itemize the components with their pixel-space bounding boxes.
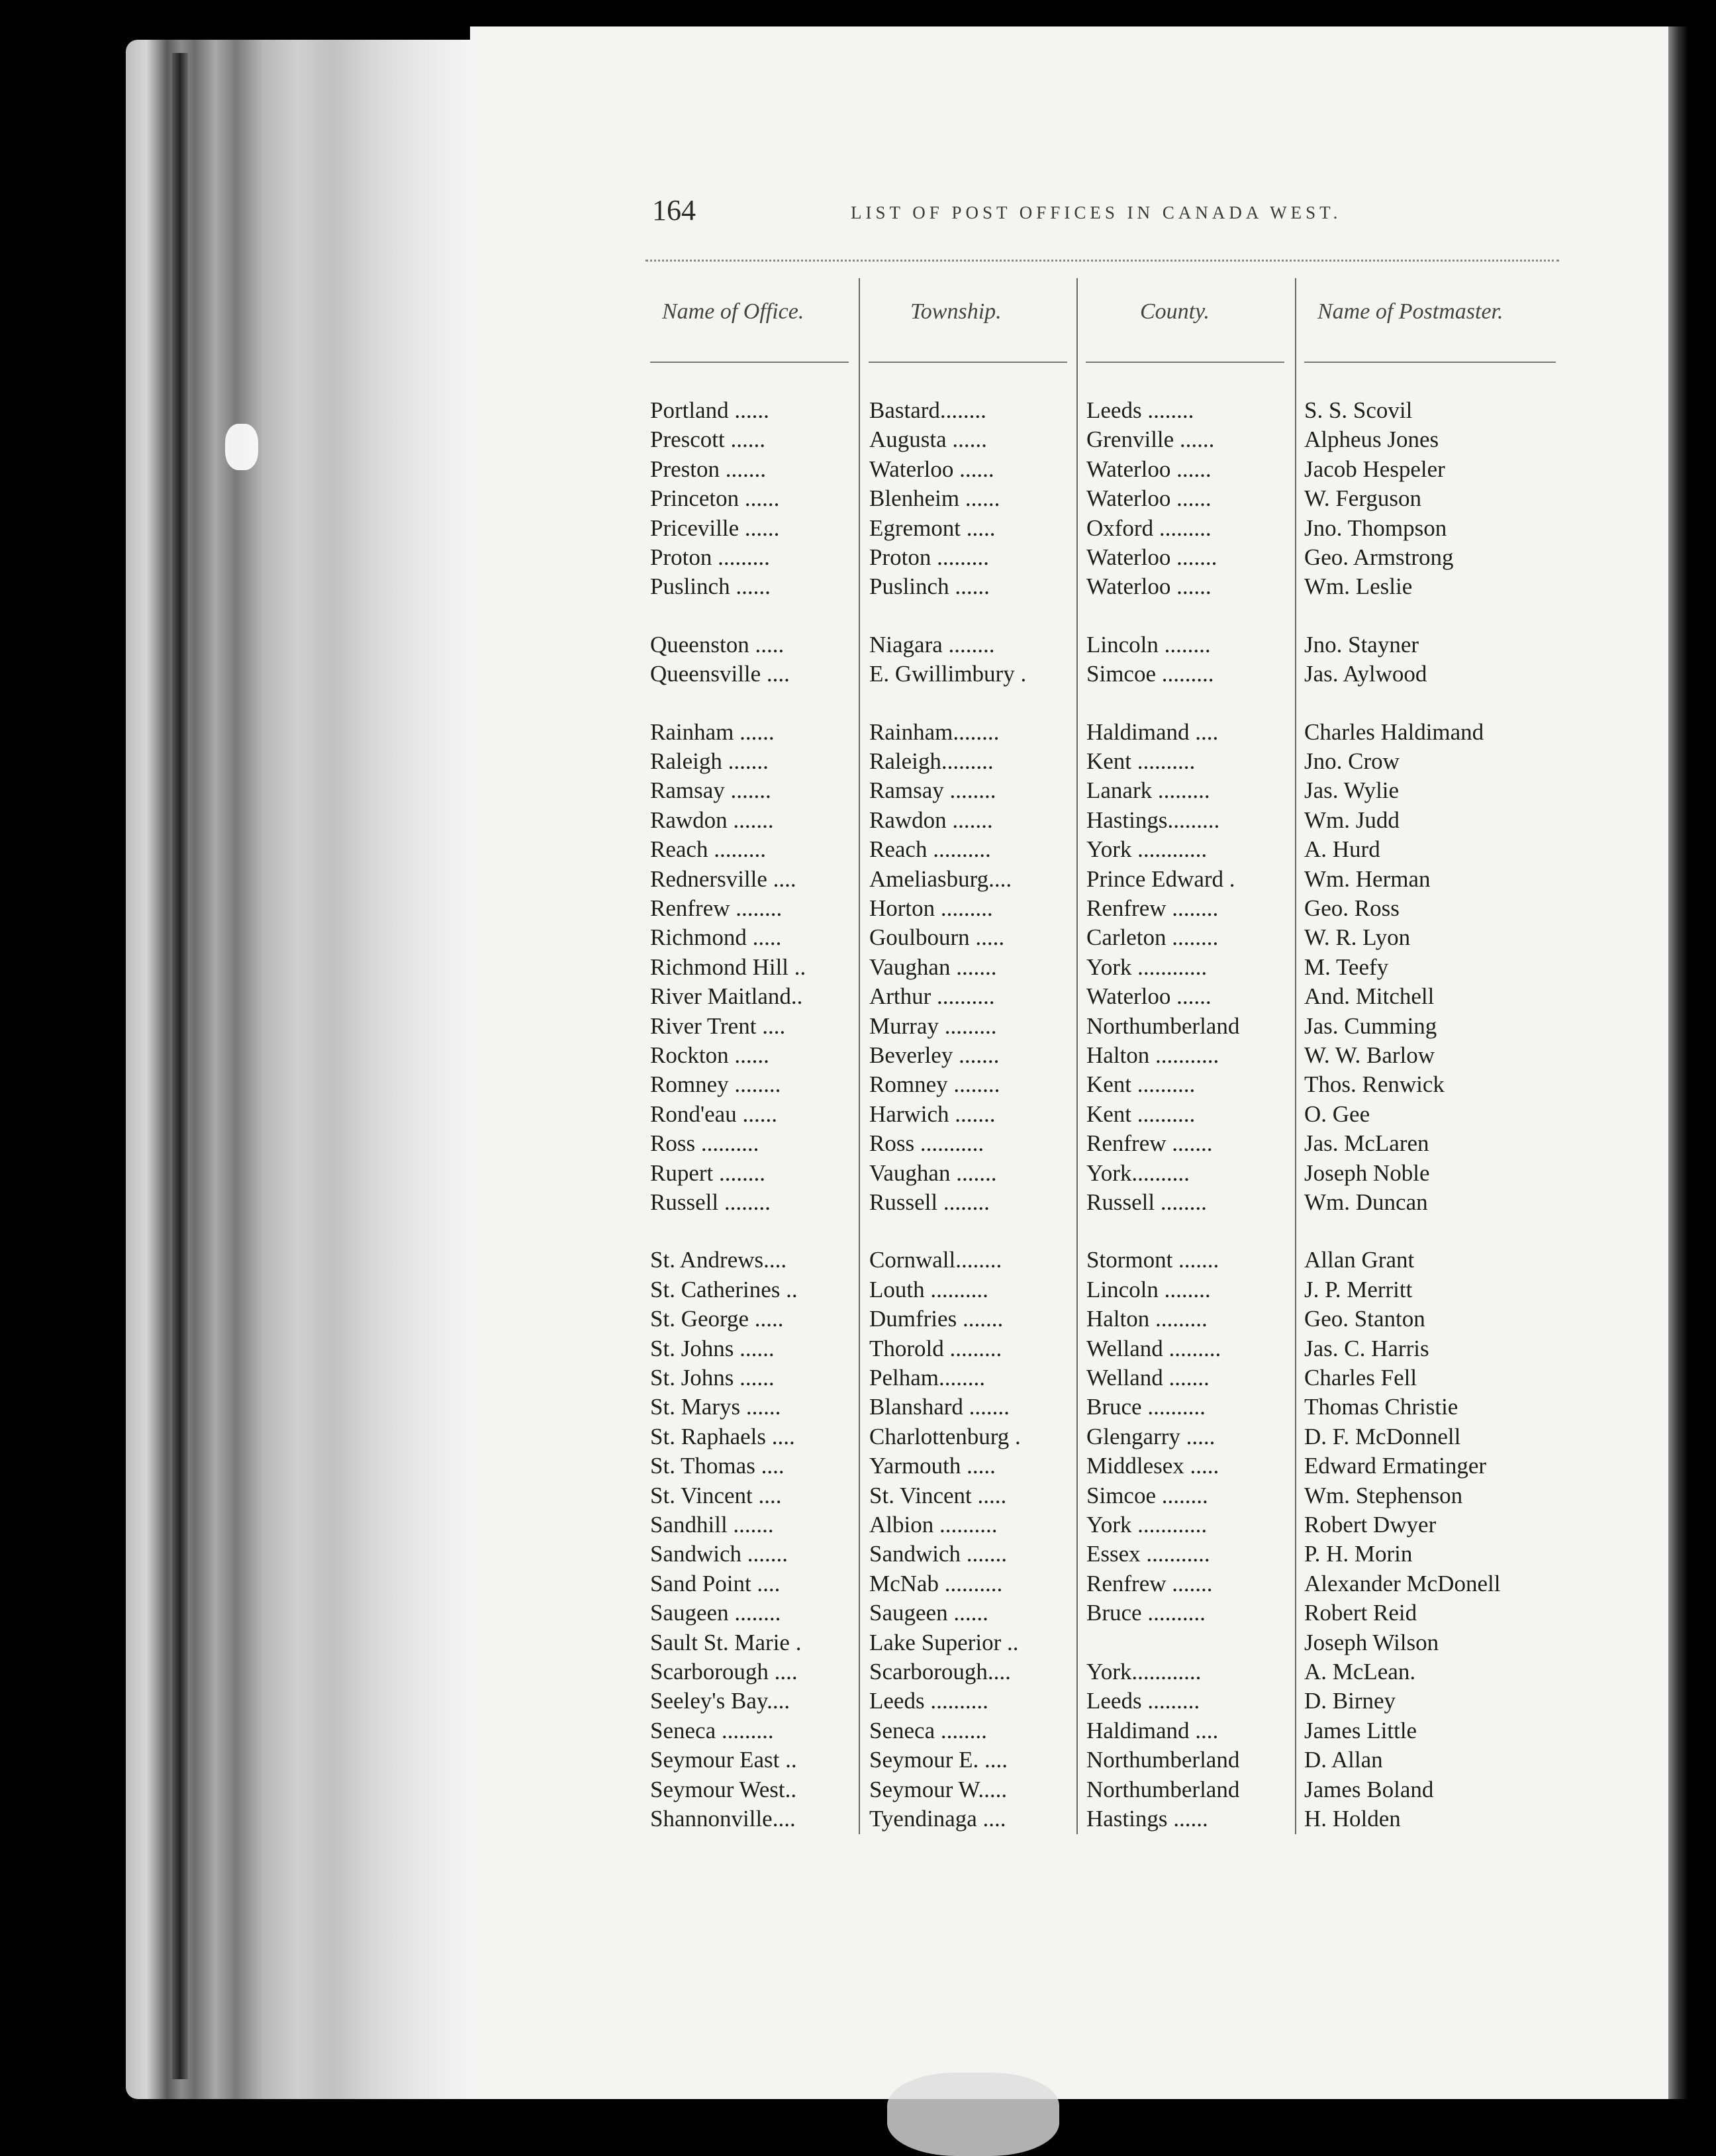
cell-county: Simcoe ......... — [1086, 661, 1214, 687]
cell-office: Portland ...... — [650, 397, 769, 423]
cell-township: Romney ........ — [869, 1071, 1000, 1097]
cell-township: St. Vincent ..... — [869, 1483, 1007, 1508]
cell-postmaster: Geo. Ross — [1304, 895, 1400, 921]
cell-office: Proton ......... — [650, 544, 770, 570]
column-divider — [859, 278, 860, 1834]
cell-township: Yarmouth ..... — [869, 1453, 996, 1479]
cell-postmaster: Wm. Judd — [1304, 807, 1400, 833]
cell-postmaster: Jno. Thompson — [1304, 515, 1447, 541]
cell-postmaster: Jno. Crow — [1304, 748, 1400, 774]
cell-office: Rawdon ....... — [650, 807, 774, 833]
cell-township: McNab .......... — [869, 1571, 1003, 1596]
cell-township: Proton ......... — [869, 544, 989, 570]
cell-township: Seneca ........ — [869, 1718, 987, 1743]
cell-county: York............ — [1086, 1659, 1202, 1685]
cell-township: Murray ......... — [869, 1013, 997, 1039]
cell-office: Rednersville .... — [650, 866, 796, 892]
cell-township: Lake Superior .. — [869, 1630, 1019, 1655]
cell-postmaster: W. Ferguson — [1304, 485, 1421, 511]
cell-county: Kent .......... — [1086, 1101, 1196, 1127]
cell-postmaster: Robert Reid — [1304, 1600, 1417, 1626]
cell-office: Seneca ......... — [650, 1718, 774, 1743]
cell-postmaster: A. McLean. — [1304, 1659, 1416, 1685]
cell-postmaster: Alexander McDonell — [1304, 1571, 1501, 1596]
cell-county: Carleton ........ — [1086, 924, 1219, 950]
cell-office: Rainham ...... — [650, 719, 775, 745]
cell-office: St. Raphaels .... — [650, 1424, 795, 1449]
cell-township: E. Gwillimbury . — [869, 661, 1027, 687]
cell-county: Northumberland — [1086, 1013, 1240, 1039]
cell-office: River Trent .... — [650, 1013, 786, 1039]
cell-county: Northumberland — [1086, 1777, 1240, 1802]
header-rule — [645, 260, 1559, 262]
cell-postmaster: Joseph Noble — [1304, 1160, 1430, 1186]
cell-office: Seeley's Bay.... — [650, 1688, 790, 1714]
cell-county: Grenville ...... — [1086, 426, 1215, 452]
cell-county: Kent .......... — [1086, 748, 1196, 774]
cell-township: Blenheim ...... — [869, 485, 1000, 511]
cell-county: Leeds ......... — [1086, 1688, 1200, 1714]
cell-office: St. Johns ...... — [650, 1365, 775, 1391]
cell-township: Albion .......... — [869, 1512, 998, 1538]
cell-postmaster: A. Hurd — [1304, 836, 1380, 862]
cell-office: St. Johns ...... — [650, 1336, 775, 1361]
cell-postmaster: Jas. Aylwood — [1304, 661, 1427, 687]
cell-postmaster: Jas. C. Harris — [1304, 1336, 1429, 1361]
cell-township: Cornwall........ — [869, 1247, 1002, 1273]
cell-office: Puslinch ...... — [650, 573, 771, 599]
cell-township: Rawdon ....... — [869, 807, 993, 833]
cell-office: Preston ....... — [650, 456, 766, 482]
cell-county: Renfrew ........ — [1086, 895, 1219, 921]
cell-township: Bastard........ — [869, 397, 986, 423]
cell-postmaster: Thos. Renwick — [1304, 1071, 1445, 1097]
book-fore-edge — [126, 40, 470, 2099]
cell-township: Puslinch ...... — [869, 573, 990, 599]
cell-township: Russell ........ — [869, 1189, 990, 1215]
cell-county: York.......... — [1086, 1160, 1190, 1186]
cell-county: Bruce .......... — [1086, 1600, 1206, 1626]
cell-township: Tyendinaga .... — [869, 1806, 1006, 1832]
cell-postmaster: S. S. Scovil — [1304, 397, 1413, 423]
cell-county: Waterloo ...... — [1086, 983, 1212, 1009]
cell-township: Raleigh......... — [869, 748, 994, 774]
cell-county: York ............ — [1086, 836, 1208, 862]
cell-township: Leeds .......... — [869, 1688, 988, 1714]
column-header-rule — [1086, 362, 1284, 363]
cell-postmaster: Charles Haldimand — [1304, 719, 1484, 745]
cell-township: Arthur .......... — [869, 983, 995, 1009]
cell-county: Haldimand .... — [1086, 1718, 1219, 1743]
cell-township: Vaughan ....... — [869, 954, 997, 980]
cell-office: Rond'eau ...... — [650, 1101, 777, 1127]
cell-postmaster: Jacob Hespeler — [1304, 456, 1445, 482]
column-header-postmaster: Name of Postmaster. — [1317, 299, 1503, 324]
cell-postmaster: W. R. Lyon — [1304, 924, 1411, 950]
cell-township: Scarborough.... — [869, 1659, 1011, 1685]
cell-county: Prince Edward . — [1086, 866, 1235, 892]
cell-office: Queensville .... — [650, 661, 790, 687]
cell-office: Saugeen ........ — [650, 1600, 781, 1626]
cell-county: Hastings......... — [1086, 807, 1220, 833]
cell-county: Haldimand .... — [1086, 719, 1219, 745]
column-header-county: County. — [1140, 299, 1210, 324]
cell-township: Charlottenburg . — [869, 1424, 1021, 1449]
cell-office: Rockton ...... — [650, 1042, 769, 1068]
cell-office: Russell ........ — [650, 1189, 771, 1215]
cell-office: Ross .......... — [650, 1130, 759, 1156]
cell-postmaster: Jno. Stayner — [1304, 632, 1419, 658]
cell-township: Blanshard ....... — [869, 1394, 1010, 1420]
paper-stain — [887, 2073, 1059, 2156]
cell-office: Renfrew ........ — [650, 895, 783, 921]
cell-postmaster: Geo. Armstrong — [1304, 544, 1454, 570]
running-title: LIST OF POST OFFICES IN CANADA WEST. — [851, 203, 1342, 222]
cell-township: Egremont ..... — [869, 515, 996, 541]
cell-office: Reach ......... — [650, 836, 766, 862]
cell-county: Hastings ...... — [1086, 1806, 1208, 1832]
cell-office: St. George ..... — [650, 1306, 784, 1332]
cell-office: Richmond Hill .. — [650, 954, 806, 980]
column-header-township: Township. — [910, 299, 1002, 324]
cell-postmaster: W. W. Barlow — [1304, 1042, 1435, 1068]
cell-county: Lanark ......... — [1086, 777, 1210, 803]
cell-township: Augusta ...... — [869, 426, 987, 452]
cell-county: Waterloo ...... — [1086, 485, 1212, 511]
cell-county: Russell ........ — [1086, 1189, 1207, 1215]
cell-township: Pelham........ — [869, 1365, 985, 1391]
cell-postmaster: Wm. Duncan — [1304, 1189, 1428, 1215]
cell-postmaster: Geo. Stanton — [1304, 1306, 1425, 1332]
cell-township: Louth .......... — [869, 1277, 988, 1302]
cell-county: Welland ....... — [1086, 1365, 1210, 1391]
cell-postmaster: D. F. McDonnell — [1304, 1424, 1461, 1449]
cell-county: Renfrew ....... — [1086, 1130, 1213, 1156]
cell-township: Sandwich ....... — [869, 1541, 1008, 1567]
cell-postmaster: Wm. Leslie — [1304, 573, 1413, 599]
cell-county: Stormont ....... — [1086, 1247, 1219, 1273]
cell-postmaster: D. Birney — [1304, 1688, 1396, 1714]
cell-office: Raleigh ....... — [650, 748, 769, 774]
cell-county: York ............ — [1086, 954, 1208, 980]
cell-postmaster: Wm. Stephenson — [1304, 1483, 1463, 1508]
cell-county: Northumberland — [1086, 1747, 1240, 1773]
cell-county: Essex ........... — [1086, 1541, 1210, 1567]
paper-stain — [225, 424, 258, 470]
cell-office: Prescott ...... — [650, 426, 766, 452]
cell-county: Waterloo ....... — [1086, 544, 1217, 570]
cell-county: Waterloo ...... — [1086, 456, 1212, 482]
cell-postmaster: O. Gee — [1304, 1101, 1370, 1127]
cell-office: Romney ........ — [650, 1071, 781, 1097]
cell-county: Leeds ........ — [1086, 397, 1194, 423]
cell-postmaster: Jas. Wylie — [1304, 777, 1400, 803]
cell-postmaster: Robert Dwyer — [1304, 1512, 1437, 1538]
cell-township: Ramsay ........ — [869, 777, 996, 803]
cell-postmaster: James Boland — [1304, 1777, 1434, 1802]
cell-township: Reach .......... — [869, 836, 991, 862]
cell-office: Scarborough .... — [650, 1659, 798, 1685]
cell-postmaster: M. Teefy — [1304, 954, 1389, 980]
cell-postmaster: Charles Fell — [1304, 1365, 1417, 1391]
cell-office: Rupert ........ — [650, 1160, 766, 1186]
cell-postmaster: P. H. Morin — [1304, 1541, 1413, 1567]
cell-office: St. Vincent .... — [650, 1483, 782, 1508]
cell-postmaster: Allan Grant — [1304, 1247, 1415, 1273]
page-number: 164 — [652, 194, 696, 226]
cell-county: Middlesex ..... — [1086, 1453, 1219, 1479]
cell-township: Seymour W..... — [869, 1777, 1008, 1802]
cell-township: Vaughan ....... — [869, 1160, 997, 1186]
cell-township: Rainham........ — [869, 719, 1000, 745]
cell-office: St. Andrews.... — [650, 1247, 787, 1273]
cell-postmaster: Edward Ermatinger — [1304, 1453, 1487, 1479]
cell-office: Priceville ...... — [650, 515, 780, 541]
cell-township: Ross ........... — [869, 1130, 984, 1156]
cell-postmaster: H. Holden — [1304, 1806, 1401, 1832]
cell-township: Harwich ....... — [869, 1101, 996, 1127]
cell-township: Thorold ......... — [869, 1336, 1002, 1361]
cell-office: Seymour West.. — [650, 1777, 797, 1802]
cell-office: St. Catherines .. — [650, 1277, 798, 1302]
cell-postmaster: J. P. Merritt — [1304, 1277, 1413, 1302]
column-header-rule — [650, 362, 849, 363]
cell-township: Saugeen ...... — [869, 1600, 988, 1626]
cell-office: St. Thomas .... — [650, 1453, 785, 1479]
column-header-rule — [869, 362, 1067, 363]
cell-county: Waterloo ...... — [1086, 573, 1212, 599]
cell-county: York ............ — [1086, 1512, 1208, 1538]
cell-office: Ramsay ....... — [650, 777, 771, 803]
cell-office: Sandhill ....... — [650, 1512, 774, 1538]
cell-county: Halton ......... — [1086, 1306, 1208, 1332]
column-header-office: Name of Office. — [662, 299, 804, 324]
cell-township: Beverley ....... — [869, 1042, 1000, 1068]
cell-county: Renfrew ....... — [1086, 1571, 1213, 1596]
cell-postmaster: Jas. McLaren — [1304, 1130, 1429, 1156]
cell-township: Niagara ........ — [869, 632, 995, 658]
cell-office: Sand Point .... — [650, 1571, 781, 1596]
cell-office: Sault St. Marie . — [650, 1630, 802, 1655]
cell-county: Halton ........... — [1086, 1042, 1219, 1068]
cell-county: Oxford ......... — [1086, 515, 1212, 541]
cell-office: Sandwich ....... — [650, 1541, 788, 1567]
cell-county: Welland ......... — [1086, 1336, 1221, 1361]
cell-office: River Maitland.. — [650, 983, 803, 1009]
page-header — [645, 193, 1367, 233]
cell-office: Shannonville.... — [650, 1806, 796, 1832]
cell-postmaster: Wm. Herman — [1304, 866, 1431, 892]
cell-postmaster: Joseph Wilson — [1304, 1630, 1439, 1655]
cell-postmaster: Thomas Christie — [1304, 1394, 1458, 1420]
cell-township: Dumfries ....... — [869, 1306, 1004, 1332]
column-divider — [1295, 278, 1296, 1834]
cell-county: Kent .......... — [1086, 1071, 1196, 1097]
cell-township: Goulbourn ..... — [869, 924, 1005, 950]
cell-office: Richmond ..... — [650, 924, 782, 950]
page-right-edge — [1668, 26, 1688, 2099]
cell-postmaster: And. Mitchell — [1304, 983, 1435, 1009]
column-header-rule — [1304, 362, 1556, 363]
cell-postmaster: D. Allan — [1304, 1747, 1383, 1773]
cell-township: Seymour E. .... — [869, 1747, 1008, 1773]
cell-office: Queenston ..... — [650, 632, 785, 658]
cell-postmaster: Alpheus Jones — [1304, 426, 1439, 452]
cell-office: Seymour East .. — [650, 1747, 797, 1773]
cell-township: Horton ......... — [869, 895, 993, 921]
cell-county: Simcoe ........ — [1086, 1483, 1208, 1508]
column-divider — [1076, 278, 1078, 1834]
cell-township: Ameliasburg.... — [869, 866, 1012, 892]
cell-township: Waterloo ...... — [869, 456, 994, 482]
cell-county: Bruce .......... — [1086, 1394, 1206, 1420]
cell-county: Lincoln ........ — [1086, 1277, 1211, 1302]
cell-county: Lincoln ........ — [1086, 632, 1211, 658]
cell-postmaster: James Little — [1304, 1718, 1417, 1743]
cell-postmaster: Jas. Cumming — [1304, 1013, 1437, 1039]
cell-county: Glengarry ..... — [1086, 1424, 1216, 1449]
cell-office: Princeton ...... — [650, 485, 780, 511]
cell-office: St. Marys ...... — [650, 1394, 781, 1420]
